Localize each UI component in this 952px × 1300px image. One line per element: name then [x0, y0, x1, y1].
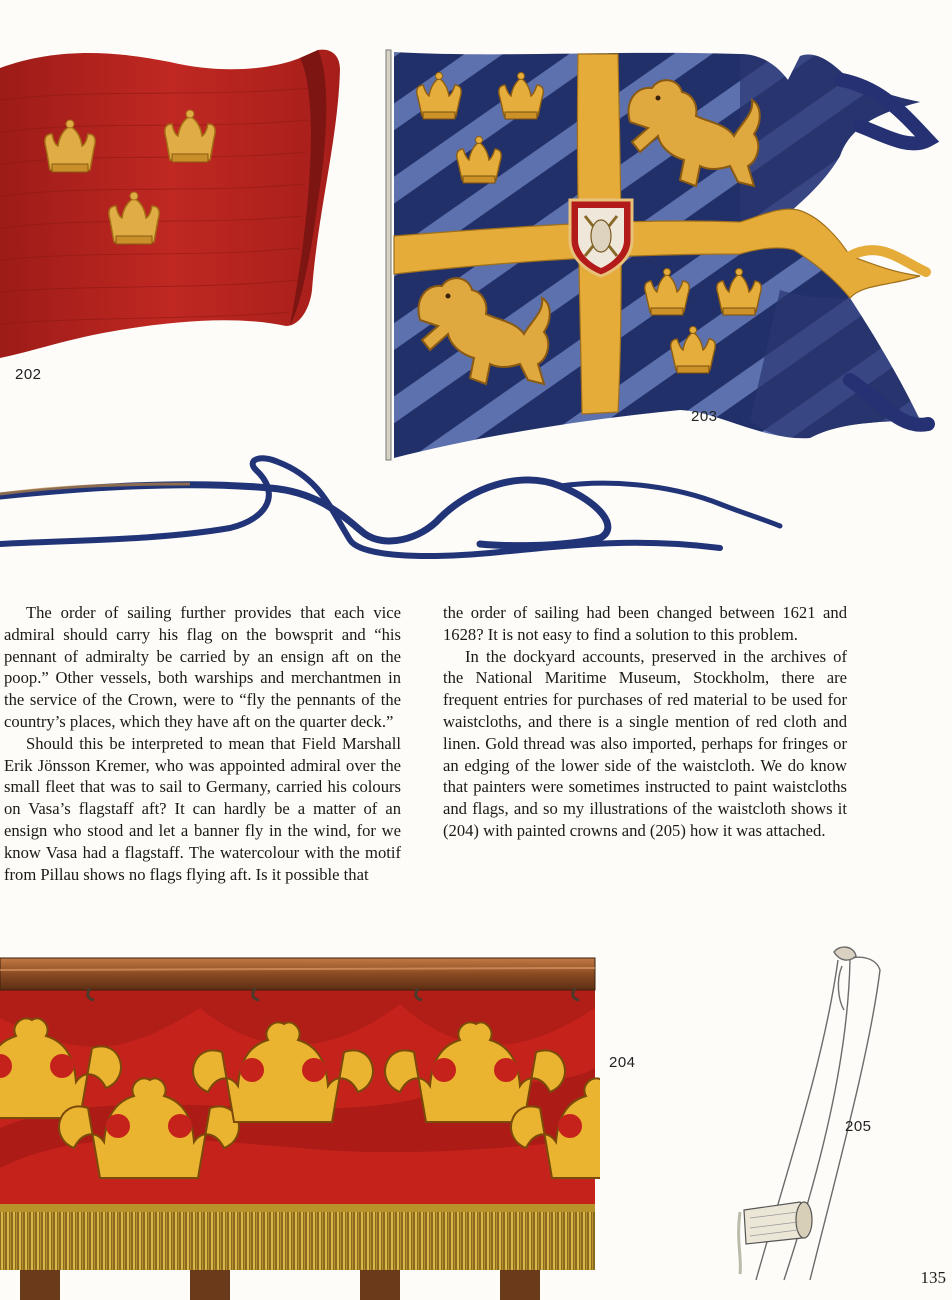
- figure-202-red-pennant: [0, 40, 350, 360]
- figure-204-waistcloth: [0, 948, 600, 1300]
- figure-205-label: 205: [845, 1118, 872, 1135]
- right-column-text: [443, 602, 847, 842]
- paragraph: The order of sailing further provides that each vice admiral should carry his flag on the bowsprit and “his pennant of admiralty be carried by an ensign aft on the poop.” Other vessels, both warships and merchantmen in the service of the Crown, were to “fly the pennants of the country’s places, which they have aft on the quarter deck.”: [4, 603, 401, 731]
- left-column-text: [4, 602, 401, 885]
- paragraph: In the dockyard accounts, preserved in the archives of the National Maritime Museum, Stockholm, there are frequent entries for purchases of red material to be used for waistcloths, and there is a single mention of red cloth and linen. Gold thread was also imported, perhaps for fringes or an edging of the lower side of the waistcloth. We do know that painters were sometimes instructed to paint waistcloths and flags, and so my illustrations of the waistcloth shows it (204) with painted crowns and (205) how it was attached.: [443, 646, 847, 840]
- figure-203-label: 203: [691, 408, 718, 425]
- figure-203-blue-banner: [380, 40, 940, 470]
- paragraph: Should this be interpreted to mean that Field Marshall Erik Jönsson Kremer, who was appointed admiral over the small fleet that was to sail to Germany, carried his colours on Vasa’s flagstaff aft? It can hardly be a matter of an ensign who stood and let a banner fly in the wind, for we know Vasa had a flagstaff. The watercolour with the motif from Pillau shows no flags flying aft. Is it possible that: [4, 733, 401, 884]
- figure-205-attachment-drawing: [720, 940, 900, 1300]
- page-number: 135: [920, 1268, 946, 1287]
- figure-204-label: 204: [609, 1054, 636, 1071]
- figure-202-label: 202: [15, 366, 42, 383]
- blue-streamer-ribbon: [0, 448, 800, 578]
- paragraph: the order of sailing had been changed between 1621 and 1628? It is not easy to find a solution to this problem.: [443, 603, 847, 644]
